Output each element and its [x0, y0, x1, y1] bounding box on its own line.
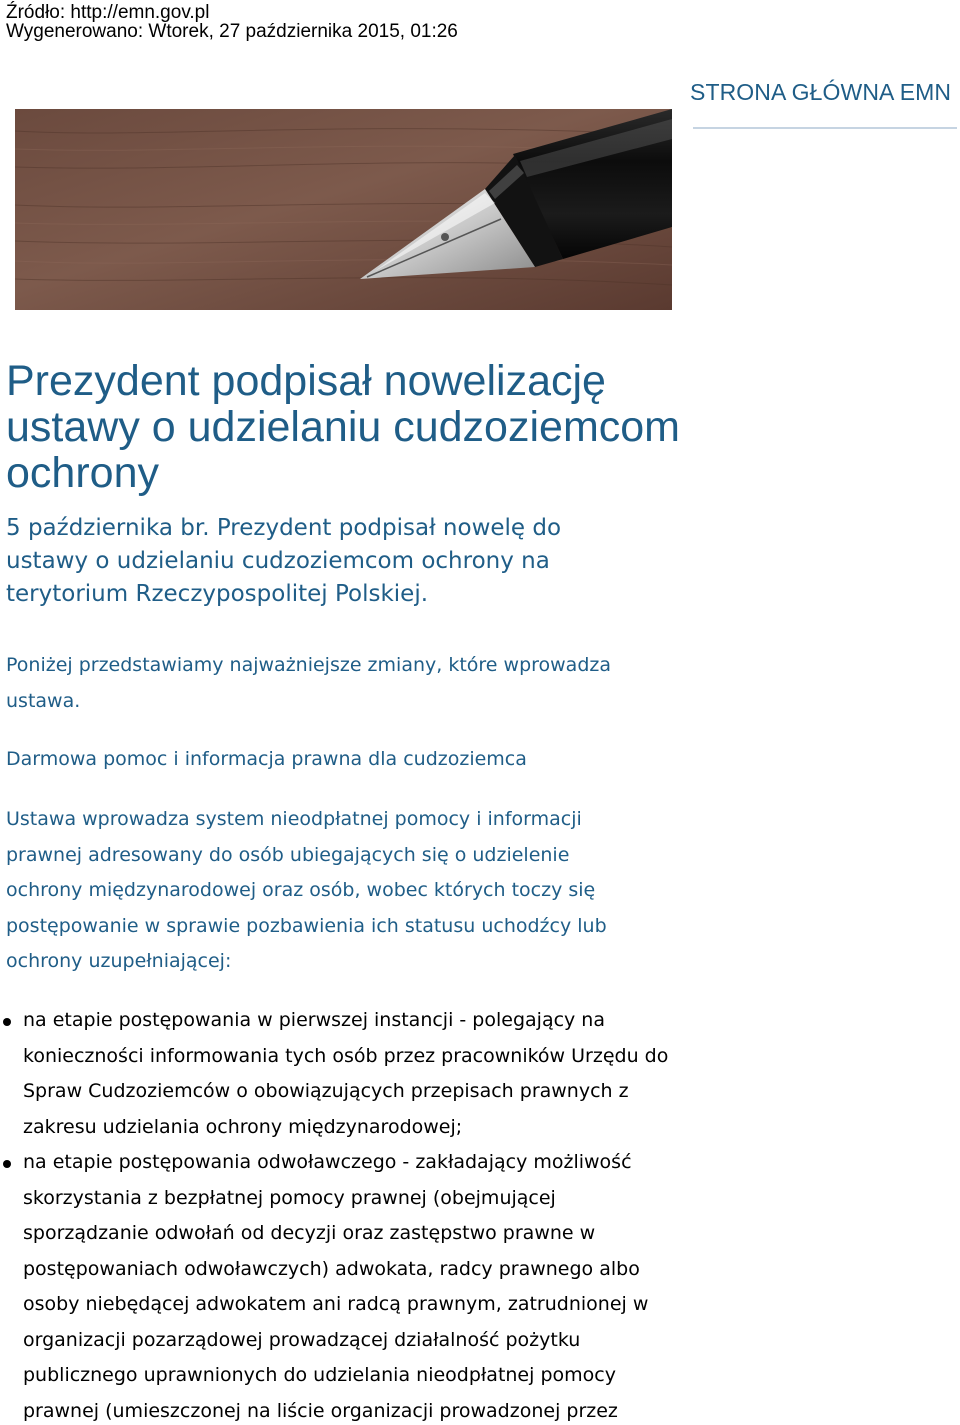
- article-lead: 5 października br. Prezydent podpisał nowelę do ustawy o udzielaniu cudzoziemcom ochrony na terytorium Rzeczypospolitej Polskiej.: [6, 515, 562, 607]
- section-heading: Darmowa pomoc i informacja prawna dla cudzoziemca: [6, 748, 527, 770]
- bullet-list: [0, 1003, 690, 1425]
- list-item: [0, 1003, 678, 1145]
- list-item-text: na etapie postępowania odwoławczego - zakładający możliwość skorzystania z bezpłatnej pomocy prawnej (obejmującej sporządzanie odwołań od decyzji oraz zastępstwo prawne w postępowaniach odwoławczych) adwokata, radcy prawnego albo osoby niebędącej adwokatem ani radcą prawnym, zatrudnionej w organizacji pozarządowej prowadzącej działalność pożytku publicznego uprawnionych do udzielania nieodpłatnej pomocy prawnej (umieszczonej na liście organizacji prowadzonej przez: [23, 1151, 649, 1422]
- source-line: Źródło: http://emn.gov.pl: [6, 2, 210, 23]
- list-item-text: na etapie postępowania w pierwszej instancji - polegający na konieczności informowania tych osób przez pracowników Urzędu do Spraw Cudzoziemców o obowiązujących przepisach prawnych z zakresu udzielania ochrony międzynarodowej;: [23, 1009, 669, 1138]
- article-paragraph: Ustawa wprowadza system nieodpłatnej pomocy i informacji prawnej adresowany do osób ubiegających się o udzielenie ochrony międzynarodowej oraz osób, wobec których toczy się postępowanie w sprawie pozbawienia ich statusu uchodźcy lub ochrony uzupełniającej:: [6, 808, 607, 972]
- home-link[interactable]: STRONA GŁÓWNA EMN: [690, 79, 952, 105]
- nav-divider: [693, 127, 957, 129]
- list-item: [0, 1145, 678, 1425]
- hero-image: [15, 109, 672, 310]
- article-title: Prezydent podpisał nowelizację ustawy o udzielaniu cudzoziemcom ochrony: [6, 357, 680, 497]
- article-intro: Poniżej przedstawiamy najważniejsze zmiany, które wprowadza ustawa.: [6, 654, 612, 712]
- fountain-pen-illustration: [15, 109, 672, 310]
- bullet-icon: [3, 1018, 11, 1026]
- generated-line: Wygenerowano: Wtorek, 27 października 2015, 01:26: [6, 21, 458, 42]
- bullet-icon: [3, 1160, 11, 1168]
